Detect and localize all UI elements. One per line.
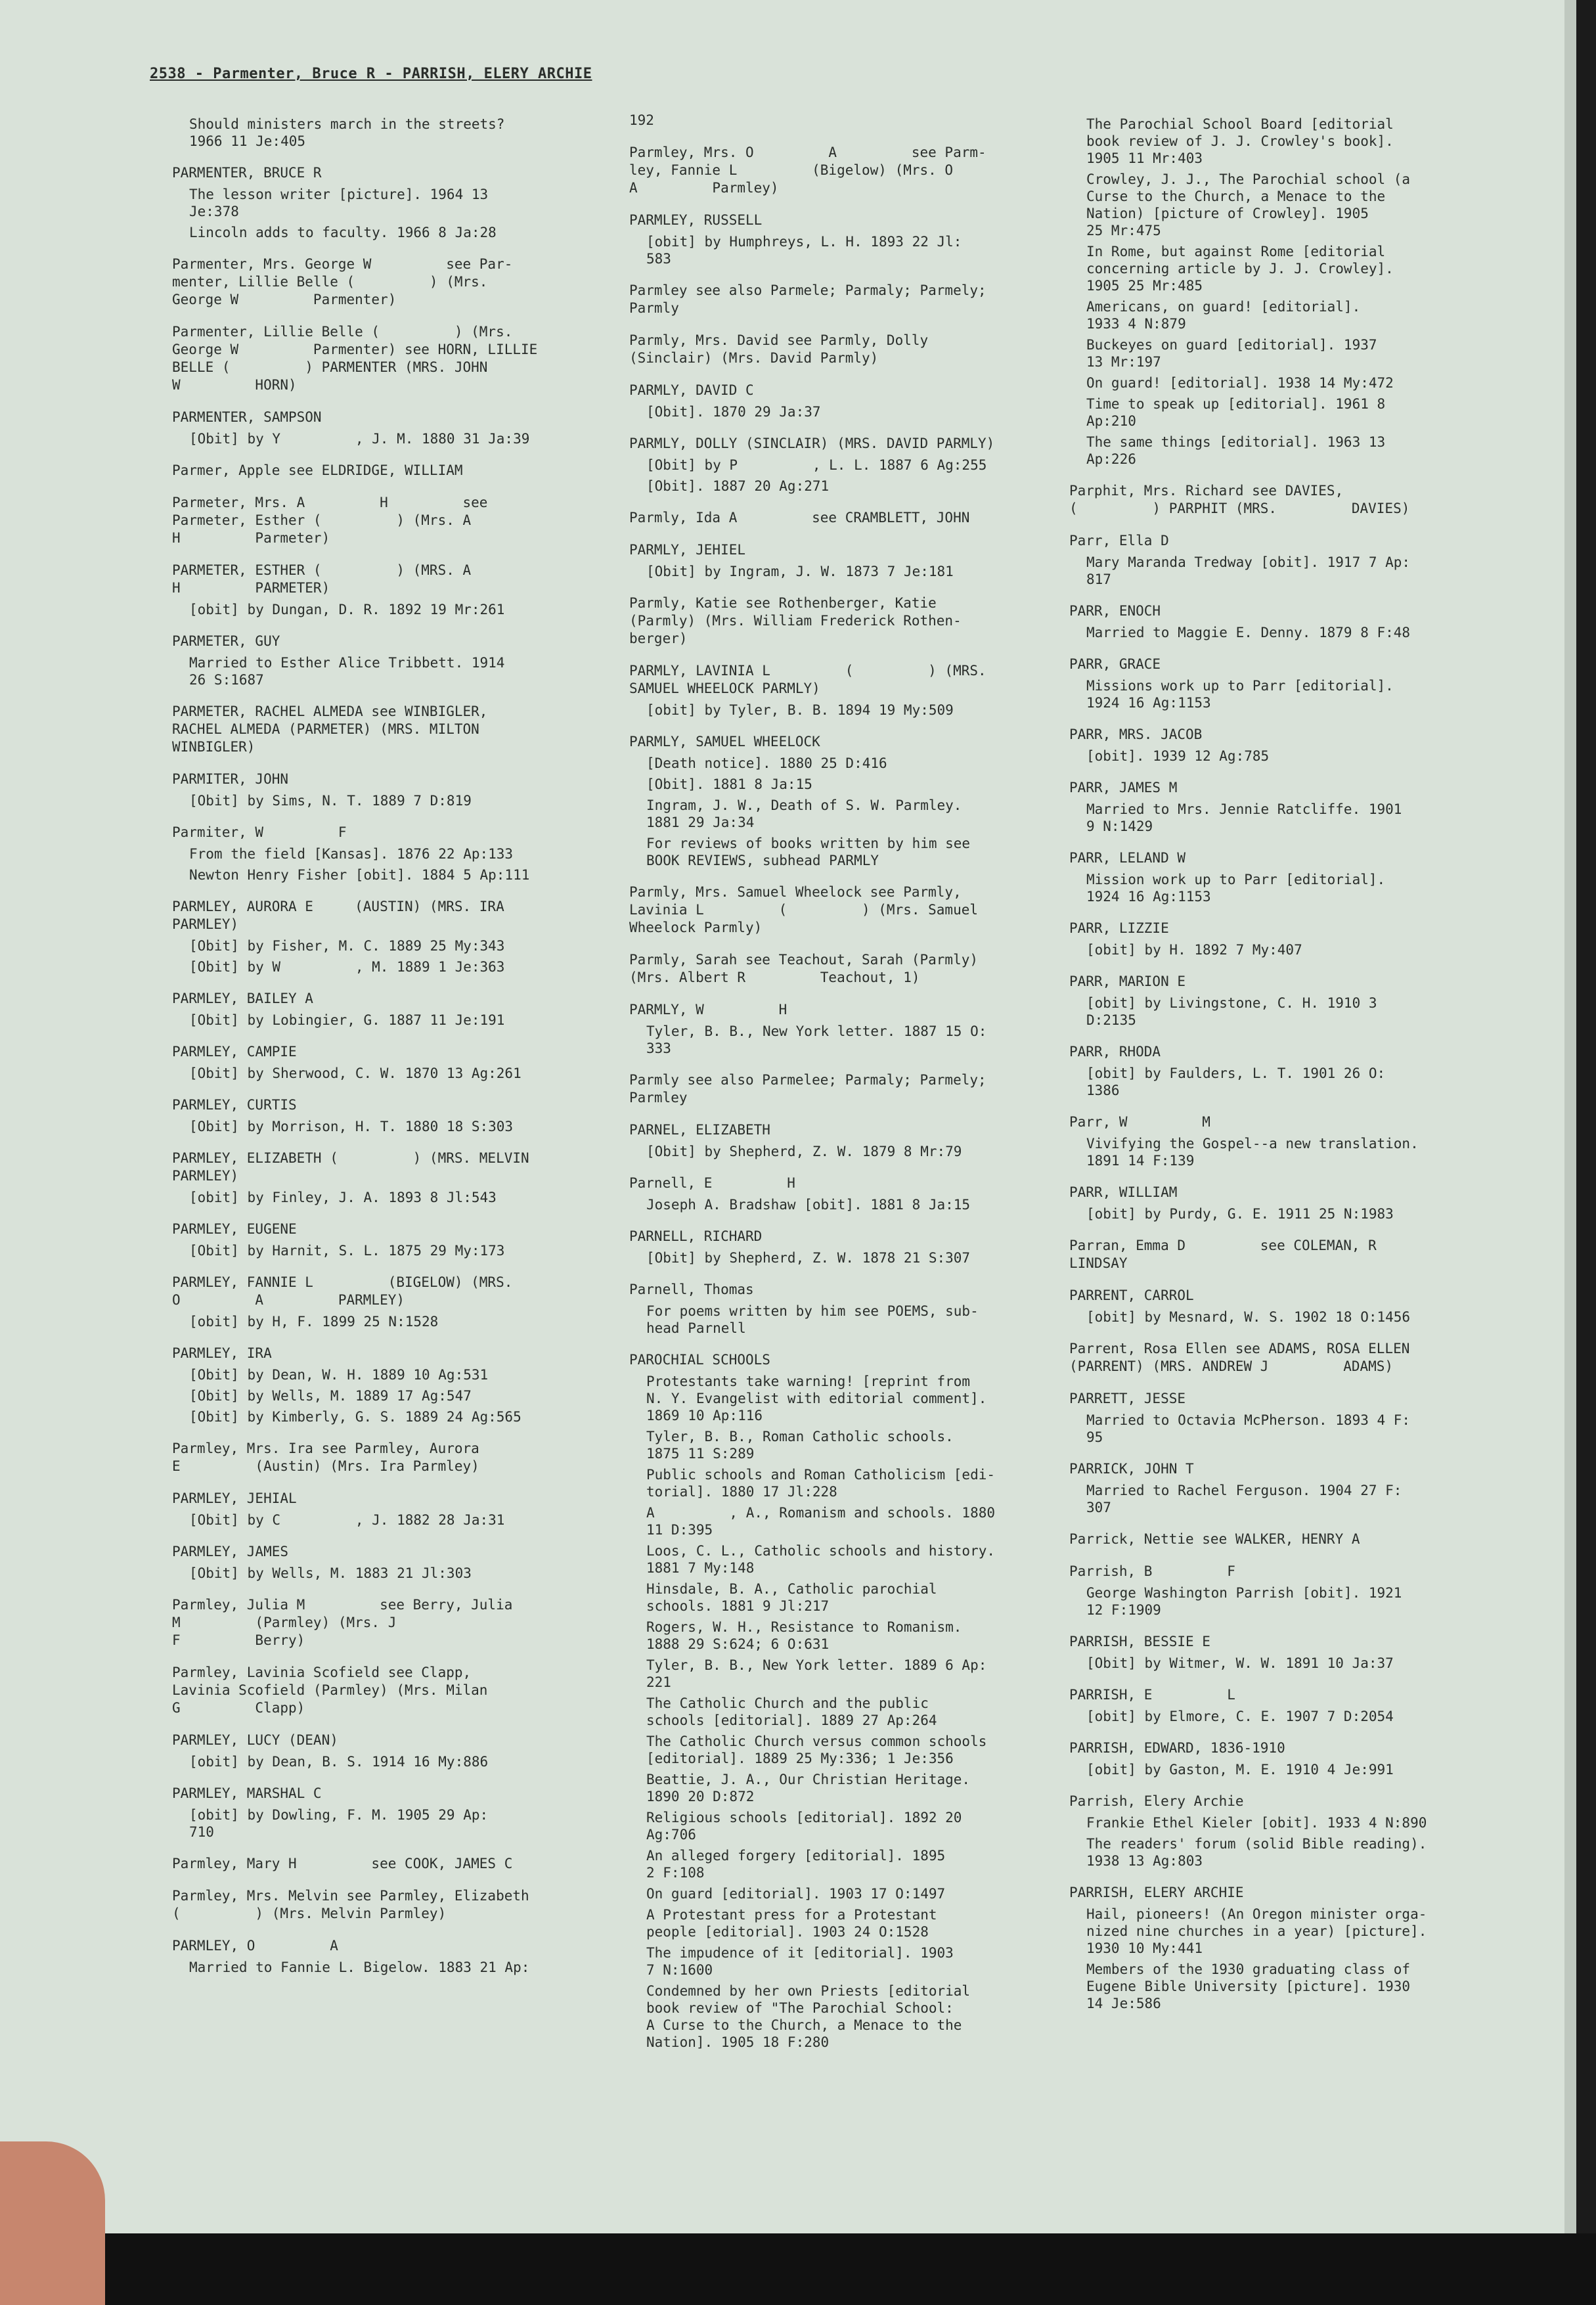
entry-citation: An alleged forgery [editorial]. 1895 2 F:108 <box>646 1848 946 1881</box>
index-entry <box>172 409 606 447</box>
entry-citation: [obit] by Dowling, F. M. 1905 29 Ap: 710 <box>189 1807 489 1840</box>
index-entry <box>172 1440 606 1475</box>
entry-citation: Lincoln adds to faculty. 1966 8 Ja:28 <box>189 225 497 240</box>
entry-citation: Married to Rachel Ferguson. 1904 27 F: 307 <box>1086 1483 1402 1515</box>
entry-heading: Parnell, Thomas <box>629 1282 754 1297</box>
entry-heading: PARR, LIZZIE <box>1069 920 1169 936</box>
entry-citation: Vivifying the Gospel--a new translation. 1891 14 F:139 <box>1086 1136 1419 1169</box>
index-entry <box>1069 1739 1529 1778</box>
index-entry <box>1069 1340 1529 1376</box>
entry-heading: Parphit, Mrs. Richard see DAVIES, ( ) PARPHIT (MRS. DAVIES) <box>1069 483 1410 516</box>
entry-citation: Tyler, B. B., Roman Catholic schools. 1875 11 S:289 <box>646 1429 954 1462</box>
entry-citation: Protestants take warning! [reprint from N. Y. Evangelist with editorial comment]. 1869 10 Ap:116 <box>646 1374 987 1423</box>
entry-heading: PARR, RHODA <box>1069 1044 1161 1060</box>
column-1 <box>172 112 606 1990</box>
page-header: 2538 - Parmenter, Bruce R - PARRISH, ELERY ARCHIE <box>150 66 592 82</box>
entry-citation: Religious schools [editorial]. 1892 20 Ag:706 <box>646 1810 962 1843</box>
index-entry <box>172 1664 606 1717</box>
entry-heading: PARMLEY, FANNIE L (BIGELOW) (MRS. O A PARMLEY) <box>172 1274 513 1308</box>
entry-citation: [obit] by Tyler, B. B. 1894 19 My:509 <box>646 702 954 718</box>
index-entry <box>1069 726 1529 765</box>
entry-heading: Parmley, Julia M see Berry, Julia M (Parmley) (Mrs. J F Berry) <box>172 1597 513 1648</box>
entry-citation: [Obit] by Kimberly, G. S. 1889 24 Ag:565 <box>189 1409 521 1425</box>
entry-citation: [obit] by Purdy, G. E. 1911 25 N:1983 <box>1086 1206 1394 1222</box>
entry-heading: Parr, W M <box>1069 1114 1210 1130</box>
index-entry <box>629 951 1036 987</box>
index-entry <box>1069 849 1529 905</box>
entry-citation: [Obit] by Sherwood, C. W. 1870 13 Ag:261 <box>189 1065 521 1081</box>
entry-heading: PARR, MRS. JACOB <box>1069 727 1203 742</box>
entry-citation: [Obit]. 1887 20 Ag:271 <box>646 478 830 494</box>
entry-citation: Ingram, J. W., Death of S. W. Parmley. 1881 29 Ja:34 <box>646 797 962 830</box>
entry-heading: Parmly, Mrs. David see Parmly, Dolly (Sinclair) (Mrs. David Parmly) <box>629 332 929 366</box>
column-3 <box>1069 112 1529 2026</box>
entry-heading: PARMLEY, EUGENE <box>172 1221 297 1237</box>
entry-heading: Parr, Ella D <box>1069 533 1169 548</box>
entry-heading: PARRICK, JOHN T <box>1069 1461 1194 1477</box>
index-entry <box>1069 482 1529 518</box>
index-entry <box>1069 1686 1529 1725</box>
entry-citation: Time to speak up [editorial]. 1961 8 Ap:210 <box>1086 396 1386 429</box>
entry-citation: [Obit]. 1881 8 Ja:15 <box>646 776 812 792</box>
entry-heading: PARMLY, LAVINIA L ( ) (MRS. SAMUEL WHEELOCK PARMLY) <box>629 663 986 696</box>
index-entry <box>172 990 606 1029</box>
entry-heading: PARMITER, JOHN <box>172 771 289 787</box>
index-entry <box>172 1887 606 1923</box>
index-entry <box>172 1096 606 1135</box>
entry-heading: Parrick, Nettie see WALKER, HENRY A <box>1069 1531 1360 1547</box>
entry-citation: [obit] by Dungan, D. R. 1892 19 Mr:261 <box>189 602 505 617</box>
entry-heading: PARR, JAMES M <box>1069 780 1178 795</box>
index-entry <box>629 509 1036 527</box>
index-entry <box>172 1543 606 1582</box>
entry-citation: Married to Octavia McPherson. 1893 4 F: 95 <box>1086 1412 1411 1445</box>
entry-heading: PARMETER, GUY <box>172 633 280 649</box>
index-entry <box>172 1937 606 1976</box>
entry-citation: [Obit] by Ingram, J. W. 1873 7 Je:181 <box>646 564 954 579</box>
entry-heading: PARRISH, E L <box>1069 1687 1235 1703</box>
entry-heading: Parmley, Mrs. Ira see Parmley, Aurora E (Austin) (Mrs. Ira Parmley) <box>172 1441 479 1474</box>
index-entry <box>172 462 606 480</box>
index-entry <box>172 1855 606 1873</box>
entry-heading: PARMLEY, AURORA E (AUSTIN) (MRS. IRA PARMLEY) <box>172 899 504 932</box>
index-entry <box>1069 973 1529 1029</box>
entry-heading: Parmley, Lavinia Scofield see Clapp, Lavinia Scofield (Parmley) (Mrs. Milan G Clapp) <box>172 1665 488 1716</box>
entry-citation: Married to Fannie L. Bigelow. 1883 21 Ap: <box>189 1959 530 1975</box>
entry-citation: In Rome, but against Rome [editorial concerning article by J. J. Crowley]. 1905 25 Mr:485 <box>1086 244 1394 294</box>
entry-heading: Parmly see also Parmelee; Parmaly; Parmely; Parmley <box>629 1072 986 1106</box>
index-entry <box>1069 1563 1529 1619</box>
entry-citation: On guard! [editorial]. 1938 14 My:472 <box>1086 375 1394 391</box>
entry-citation: The Catholic Church versus common schools [editorial]. 1889 25 My:336; 1 Je:356 <box>646 1734 987 1766</box>
entry-citation: Mission work up to Parr [editorial]. 1924 16 Ag:1153 <box>1086 872 1386 905</box>
entry-heading: Parmley, Mary H see COOK, JAMES C <box>172 1856 513 1871</box>
entry-citation: Buckeyes on guard [editorial]. 1937 13 Mr:197 <box>1086 337 1377 370</box>
entry-citation: Tyler, B. B., New York letter. 1887 15 O: 333 <box>646 1023 987 1056</box>
index-entry <box>1069 1633 1529 1672</box>
index-entry <box>1069 1390 1529 1446</box>
index-entry <box>172 256 606 309</box>
index-entry <box>629 332 1036 367</box>
entry-citation: [obit] by Faulders, L. T. 1901 26 O: 1386 <box>1086 1065 1386 1098</box>
entry-citation: Hinsdale, B. A., Catholic parochial schools. 1881 9 Jl:217 <box>646 1581 937 1614</box>
index-entry <box>629 282 1036 317</box>
entry-citation: The readers' forum (solid Bible reading). 1938 13 Ag:803 <box>1086 1836 1427 1869</box>
entry-citation: The same things [editorial]. 1963 13 Ap:226 <box>1086 434 1386 467</box>
index-entry <box>172 1220 606 1259</box>
index-entry <box>1069 1531 1529 1548</box>
index-entry <box>629 144 1036 197</box>
entry-heading: PARMLEY, IRA <box>172 1345 272 1361</box>
entry-citation: [obit]. 1939 12 Ag:785 <box>1086 748 1270 764</box>
entry-citation: Rogers, W. H., Resistance to Romanism. 1888 29 S:624; 6 O:631 <box>646 1619 962 1652</box>
entry-citation: [Obit] by Y , J. M. 1880 31 Ja:39 <box>189 431 530 447</box>
index-entry <box>172 824 606 884</box>
entry-citation: [Obit] by Dean, W. H. 1889 10 Ag:531 <box>189 1367 489 1383</box>
entry-heading: PARMETER, RACHEL ALMEDA see WINBIGLER, RACHEL ALMEDA (PARMETER) (MRS. MILTON WINBIGLER) <box>172 704 488 755</box>
entry-heading: PARMLEY, JAMES <box>172 1544 289 1559</box>
entry-heading: PARMLEY, JEHIAL <box>172 1490 297 1506</box>
entry-citation: [Obit] by Harnit, S. L. 1875 29 My:173 <box>189 1243 505 1259</box>
entry-citation: Public schools and Roman Catholicism [edi- torial]. 1880 17 Jl:228 <box>646 1467 996 1500</box>
entry-citation: From the field [Kansas]. 1876 22 Ap:133 <box>189 846 514 862</box>
entry-citation: [Obit] by Morrison, H. T. 1880 18 S:303 <box>189 1119 514 1134</box>
entry-heading: PARR, ENOCH <box>1069 603 1161 619</box>
entry-heading: PARMLEY, RUSSELL <box>629 212 763 228</box>
index-entry <box>172 116 606 150</box>
index-entry <box>1069 656 1529 711</box>
index-entry <box>172 323 606 394</box>
entry-citation: [obit] by H, F. 1899 25 N:1528 <box>189 1314 439 1330</box>
entry-citation: Married to Esther Alice Tribbett. 1914 26 S:1687 <box>189 655 505 688</box>
entry-citation: [Obit] by Fisher, M. C. 1889 25 My:343 <box>189 938 505 954</box>
entry-citation: [Obit] by Witmer, W. W. 1891 10 Ja:37 <box>1086 1655 1394 1671</box>
index-entry <box>1069 1043 1529 1099</box>
index-entry <box>629 884 1036 937</box>
thumb <box>0 2141 105 2305</box>
index-entry <box>629 662 1036 719</box>
entry-heading: PARMLEY, O A <box>172 1938 338 1954</box>
entry-heading: PARMENTER, SAMPSON <box>172 409 322 425</box>
entry-heading: PARRETT, JESSE <box>1069 1391 1186 1406</box>
entry-heading: PARMLY, W H <box>629 1002 787 1018</box>
entry-citation: Loos, C. L., Catholic schools and history. 1881 7 My:148 <box>646 1543 996 1576</box>
entry-citation: Condemned by her own Priests [editorial book review of "The Parochial School: A Curse to the Church, a Menace to the Nation]. 1905 18 F:280 <box>646 1983 971 2050</box>
entry-heading: PARMLY, SAMUEL WHEELOCK <box>629 734 820 750</box>
entry-citation: Should ministers march in the streets? 1966 11 Je:405 <box>189 116 505 149</box>
index-entry <box>172 562 606 618</box>
entry-heading: Parrent, Rosa Ellen see ADAMS, ROSA ELLEN (PARRENT) (MRS. ANDREW J ADAMS) <box>1069 1341 1410 1374</box>
index-entry <box>629 382 1036 420</box>
entry-heading: PARR, GRACE <box>1069 656 1161 672</box>
entry-citation: Missions work up to Parr [editorial]. 1924 16 Ag:1153 <box>1086 678 1394 711</box>
entry-heading: PARR, MARION E <box>1069 973 1186 989</box>
index-entry <box>1069 779 1529 835</box>
index-entry <box>172 1274 606 1330</box>
index-entry <box>172 703 606 756</box>
index-entry <box>172 1732 606 1770</box>
index-entry <box>1069 1287 1529 1326</box>
entry-heading: PARMETER, ESTHER ( ) (MRS. A H PARMETER) <box>172 562 472 596</box>
entry-citation: A , A., Romanism and schools. 1880 11 D:395 <box>646 1505 996 1538</box>
entry-citation: For poems written by him see POEMS, sub- head Parnell <box>646 1303 979 1336</box>
entry-citation: For reviews of books written by him see BOOK REVIEWS, subhead PARMLY <box>646 836 971 868</box>
entry-heading: PARMENTER, BRUCE R <box>172 165 322 181</box>
entry-citation: [Obit] by C , J. 1882 28 Ja:31 <box>189 1512 505 1528</box>
index-entry <box>1069 602 1529 641</box>
index-entry <box>629 1351 1036 2051</box>
page-edge-shadow <box>0 2233 1596 2305</box>
entry-heading: Parmly, Mrs. Samuel Wheelock see Parmly, Lavinia L ( ) (Mrs. Samuel Wheelock Parmly) <box>629 884 979 935</box>
index-entry <box>172 1345 606 1425</box>
entry-heading: PARMLEY, ELIZABETH ( ) (MRS. MELVIN PARMLEY) <box>172 1150 529 1184</box>
index-entry <box>1069 116 1529 468</box>
index-entry <box>629 594 1036 648</box>
entry-heading: PARNEL, ELIZABETH <box>629 1122 770 1138</box>
entry-citation: Members of the 1930 graduating class of Eugene Bible University [picture]. 1930 14 Je:586 <box>1086 1961 1411 2011</box>
entry-citation: [Obit] by Wells, M. 1889 17 Ag:547 <box>189 1388 472 1404</box>
entry-heading: PARMLY, JEHIEL <box>629 542 746 558</box>
entry-heading: Parmly, Sarah see Teachout, Sarah (Parmly) (Mrs. Albert R Teachout, 1) <box>629 952 979 985</box>
index-entry <box>1069 1793 1529 1869</box>
entry-heading: PAROCHIAL SCHOOLS <box>629 1352 770 1368</box>
entry-heading: PARMLEY, CURTIS <box>172 1097 297 1113</box>
entry-citation: [Obit] by Wells, M. 1883 21 Jl:303 <box>189 1565 472 1581</box>
entry-heading: Parmeter, Mrs. A H see Parmeter, Esther ( ) (Mrs. A H Parmeter) <box>172 495 488 546</box>
entry-citation: Americans, on guard! [editorial]. 1933 4 N:879 <box>1086 299 1361 332</box>
entry-heading: Parnell, E H <box>629 1175 795 1191</box>
entry-citation: Hail, pioneers! (An Oregon minister orga- nized nine churches in a year) [picture]. 1930 10 My:441 <box>1086 1906 1427 1956</box>
entry-heading: Parmley, Mrs. Melvin see Parmley, Elizabeth ( ) (Mrs. Melvin Parmley) <box>172 1888 529 1921</box>
index-entry <box>629 435 1036 495</box>
index-entry <box>172 1150 606 1206</box>
index-entry <box>172 1785 606 1841</box>
entry-citation: [obit] by Livingstone, C. H. 1910 3 D:2135 <box>1086 995 1377 1028</box>
entry-heading: PARNELL, RICHARD <box>629 1228 763 1244</box>
entry-citation: Married to Maggie E. Denny. 1879 8 F:48 <box>1086 625 1411 640</box>
entry-citation: [Obit]. 1870 29 Ja:37 <box>646 404 821 420</box>
index-entry <box>172 1043 606 1082</box>
index-entry <box>1069 920 1529 958</box>
index-entry <box>629 1001 1036 1057</box>
entry-citation: The Catholic Church and the public schools [editorial]. 1889 27 Ap:264 <box>646 1695 937 1728</box>
entry-heading: PARMLEY, LUCY (DEAN) <box>172 1732 338 1748</box>
entry-heading: Parrish, Elery Archie <box>1069 1793 1244 1809</box>
entry-heading: Parmenter, Lillie Belle ( ) (Mrs. George W Parmenter) see HORN, LILLIE BELLE ( ) PARMENTER (MRS. JOHN W HORN) <box>172 324 538 393</box>
entry-citation: [Obit] by Shepherd, Z. W. 1879 8 Mr:79 <box>646 1144 962 1159</box>
entry-heading: Parran, Emma D see COLEMAN, R LINDSAY <box>1069 1238 1377 1271</box>
entry-citation: Joseph A. Bradshaw [obit]. 1881 8 Ja:15 <box>646 1197 971 1213</box>
entry-citation: The lesson writer [picture]. 1964 13 Je:378 <box>189 187 489 219</box>
entry-citation: [Obit] by P , L. L. 1887 6 Ag:255 <box>646 457 987 473</box>
entry-citation: The Parochial School Board [editorial book review of J. J. Crowley's book]. 1905 11 Mr:403 <box>1086 116 1394 166</box>
entry-heading: PARMLEY, MARSHAL C <box>172 1785 322 1801</box>
index-entry <box>1069 1884 1529 2012</box>
index-entry <box>629 1121 1036 1160</box>
entry-heading: PARRISH, ELERY ARCHIE <box>1069 1885 1244 1900</box>
index-entry <box>172 1490 606 1529</box>
index-entry <box>1069 532 1529 588</box>
index-entry <box>172 494 606 547</box>
index-entry <box>629 1281 1036 1337</box>
index-entry <box>1069 1184 1529 1222</box>
index-entry <box>1069 1113 1529 1169</box>
entry-citation: On guard [editorial]. 1903 17 O:1497 <box>646 1886 946 1902</box>
index-entry <box>629 1228 1036 1266</box>
entry-heading: PARRISH, BESSIE E <box>1069 1634 1210 1649</box>
entry-heading: Parmly, Katie see Rothenberger, Katie (Parmly) (Mrs. William Frederick Rothen- berger) <box>629 595 962 646</box>
entry-heading: PARRISH, EDWARD, 1836-1910 <box>1069 1740 1285 1756</box>
index-entry <box>172 1596 606 1649</box>
entry-heading: PARMLY, DOLLY (SINCLAIR) (MRS. DAVID PARMLY) <box>629 436 995 451</box>
entry-heading: PARMLEY, BAILEY A <box>172 991 313 1006</box>
entry-citation: [Death notice]. 1880 25 D:416 <box>646 755 887 771</box>
entry-citation: The impudence of it [editorial]. 1903 7 N:1600 <box>646 1945 954 1978</box>
entry-citation: Beattie, J. A., Our Christian Heritage. 1890 20 D:872 <box>646 1772 971 1804</box>
entry-citation: Married to Mrs. Jennie Ratcliffe. 1901 9 N:1429 <box>1086 801 1402 834</box>
entry-heading: PARR, WILLIAM <box>1069 1184 1178 1200</box>
entry-citation: [Obit] by Shepherd, Z. W. 1878 21 S:307 <box>646 1250 971 1266</box>
entry-citation: George Washington Parrish [obit]. 1921 12 F:1909 <box>1086 1585 1402 1618</box>
index-entry <box>629 212 1036 267</box>
index-entry <box>172 771 606 809</box>
entry-heading: Parmenter, Mrs. George W see Par- menter, Lillie Belle ( ) (Mrs. George W Parmenter) <box>172 256 513 307</box>
index-entry <box>629 733 1036 869</box>
entry-citation: [obit] by Humphreys, L. H. 1893 22 Jl: 583 <box>646 234 962 267</box>
entry-citation: [Obit] by Lobingier, G. 1887 11 Je:191 <box>189 1012 505 1028</box>
entry-heading: 192 <box>629 112 654 128</box>
entry-citation: [obit] by Finley, J. A. 1893 8 Jl:543 <box>189 1190 497 1205</box>
entry-citation: Newton Henry Fisher [obit]. 1884 5 Ap:111 <box>189 867 530 883</box>
index-entry <box>629 112 1036 129</box>
entry-citation: [obit] by H. 1892 7 My:407 <box>1086 942 1302 958</box>
entry-heading: Parmiter, W F <box>172 824 347 840</box>
entry-heading: Parmley see also Parmele; Parmaly; Parmely; Parmly <box>629 282 986 316</box>
entry-heading: Parmly, Ida A see CRAMBLETT, JOHN <box>629 510 970 526</box>
entry-citation: Tyler, B. B., New York letter. 1889 6 Ap: 221 <box>646 1657 987 1690</box>
index-entry <box>172 633 606 688</box>
index-entry <box>629 541 1036 580</box>
entry-heading: PARRENT, CARROL <box>1069 1287 1194 1303</box>
entry-citation: Crowley, J. J., The Parochial school (a Curse to the Church, a Menace to the Nation) [picture of Crowley]. 1905 25 Mr:475 <box>1086 171 1411 238</box>
index-entry <box>629 1175 1036 1213</box>
entry-citation: Frankie Ethel Kieler [obit]. 1933 4 N:890 <box>1086 1815 1427 1831</box>
entry-heading: PARR, LELAND W <box>1069 850 1186 866</box>
entry-citation: Mary Maranda Tredway [obit]. 1917 7 Ap: 817 <box>1086 554 1411 587</box>
entry-heading: PARMLEY, CAMPIE <box>172 1044 297 1060</box>
index-entry <box>1069 1460 1529 1516</box>
column-2 <box>629 112 1036 2065</box>
index-entry <box>629 1071 1036 1107</box>
entry-citation: [obit] by Gaston, M. E. 1910 4 Je:991 <box>1086 1762 1394 1778</box>
index-entry <box>172 164 606 241</box>
entry-citation: [obit] by Dean, B. S. 1914 16 My:886 <box>189 1754 489 1770</box>
entry-heading: Parmer, Apple see ELDRIDGE, WILLIAM <box>172 462 463 478</box>
entry-citation: [Obit] by Sims, N. T. 1889 7 D:819 <box>189 793 472 809</box>
entry-heading: Parrish, B F <box>1069 1563 1235 1579</box>
entry-heading: Parmley, Mrs. O A see Parm- ley, Fannie L (Bigelow) (Mrs. O A Parmley) <box>629 145 986 196</box>
index-entry <box>1069 1237 1529 1272</box>
entry-citation: A Protestant press for a Protestant people [editorial]. 1903 24 O:1528 <box>646 1907 937 1940</box>
entry-citation: [Obit] by W , M. 1889 1 Je:363 <box>189 959 505 975</box>
entry-citation: [obit] by Mesnard, W. S. 1902 18 O:1456 <box>1086 1309 1411 1325</box>
entry-citation: [obit] by Elmore, C. E. 1907 7 D:2054 <box>1086 1709 1394 1724</box>
entry-heading: PARMLY, DAVID C <box>629 382 754 398</box>
index-entry <box>172 898 606 975</box>
